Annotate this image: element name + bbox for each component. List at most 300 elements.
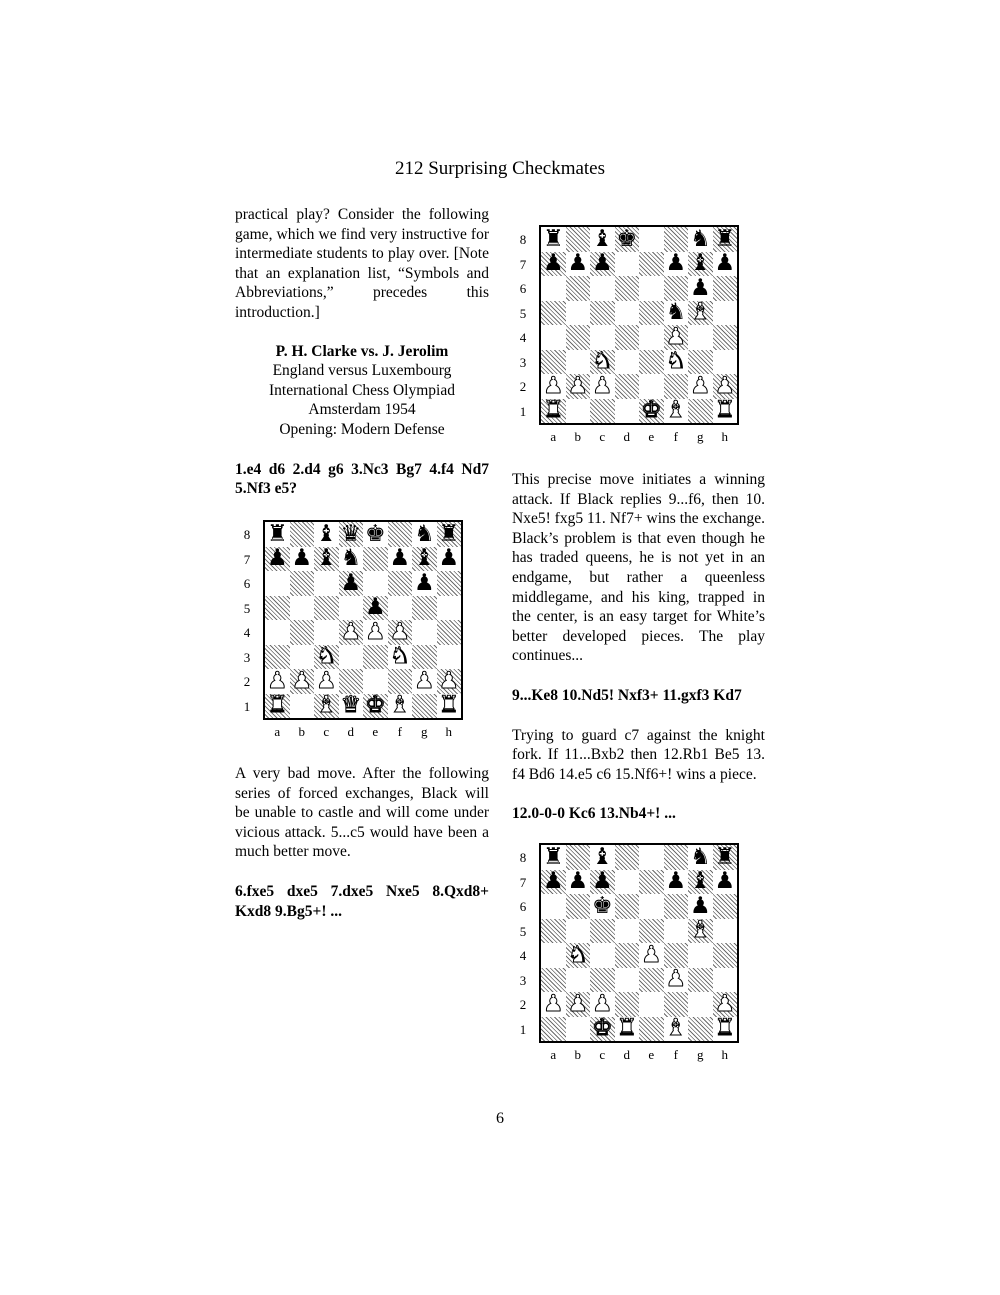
board-square bbox=[664, 374, 689, 399]
board-square bbox=[388, 547, 413, 572]
board-square bbox=[265, 596, 290, 621]
black-knight-icon: ♞ bbox=[665, 299, 687, 326]
board-square bbox=[566, 992, 591, 1017]
white-pawn-icon: ♟ bbox=[542, 990, 564, 1017]
black-bishop-icon: ♝ bbox=[413, 545, 435, 572]
white-knight-icon: ♞ bbox=[591, 348, 613, 375]
board-square bbox=[639, 870, 664, 895]
board-square bbox=[664, 276, 689, 301]
board-square bbox=[615, 276, 640, 301]
board-square bbox=[290, 645, 315, 670]
rank-label: 6 bbox=[519, 899, 527, 914]
board-square bbox=[664, 227, 689, 252]
rank-label: 4 bbox=[519, 948, 527, 963]
board-square bbox=[688, 325, 713, 350]
game-opening: Opening: Modern Defense bbox=[279, 420, 445, 438]
file-label: e bbox=[372, 724, 379, 739]
white-pawn-icon: ♟ bbox=[689, 372, 711, 399]
board-square bbox=[290, 694, 315, 719]
board-square bbox=[566, 301, 591, 326]
board-square bbox=[339, 522, 364, 547]
board-square bbox=[412, 571, 437, 596]
board-square bbox=[363, 522, 388, 547]
board-square bbox=[639, 919, 664, 944]
white-pawn-icon: ♟ bbox=[266, 667, 288, 694]
white-pawn-icon: ♟ bbox=[291, 667, 313, 694]
black-pawn-icon: ♟ bbox=[567, 868, 589, 895]
black-bishop-icon: ♝ bbox=[591, 843, 613, 870]
board-square bbox=[615, 252, 640, 277]
board-square bbox=[688, 227, 713, 252]
board-square bbox=[590, 1017, 615, 1042]
rank-label: 7 bbox=[519, 874, 527, 890]
board-square bbox=[639, 943, 664, 968]
white-pawn-icon: ♟ bbox=[714, 990, 736, 1017]
white-knight-icon: ♞ bbox=[315, 643, 337, 670]
board-square bbox=[437, 669, 462, 694]
board-square bbox=[363, 694, 388, 719]
board-square bbox=[290, 522, 315, 547]
black-knight-icon: ♞ bbox=[340, 545, 362, 572]
board-square bbox=[541, 325, 566, 350]
file-label: d bbox=[347, 724, 354, 739]
file-label: g bbox=[697, 1047, 704, 1062]
board-square bbox=[713, 894, 738, 919]
board-square bbox=[639, 399, 664, 424]
board-square bbox=[664, 252, 689, 277]
board-square bbox=[664, 399, 689, 424]
board-square bbox=[664, 325, 689, 350]
rank-label: 5 bbox=[243, 600, 251, 616]
game-heading bbox=[235, 342, 489, 440]
board-square bbox=[590, 845, 615, 870]
board-square bbox=[615, 350, 640, 375]
board-square bbox=[566, 399, 591, 424]
white-rook-icon: ♜ bbox=[542, 397, 564, 424]
board-square bbox=[541, 252, 566, 277]
board-square bbox=[713, 992, 738, 1017]
board-square bbox=[615, 968, 640, 993]
board-square bbox=[639, 301, 664, 326]
white-pawn-icon: ♟ bbox=[591, 990, 613, 1017]
intro-paragraph: practical play? Consider the following game, which we find very instructive for intermediate students to play over. [Note that an explanation list, “Symbols and Abbreviations,” precedes this introduction.] bbox=[235, 206, 489, 321]
board-square bbox=[688, 374, 713, 399]
black-pawn-icon: ♟ bbox=[689, 274, 711, 301]
board-square bbox=[713, 845, 738, 870]
board-square bbox=[590, 301, 615, 326]
board-square bbox=[713, 919, 738, 944]
rank-label: 8 bbox=[519, 850, 527, 865]
white-pawn-icon: ♟ bbox=[340, 618, 362, 645]
board-square bbox=[590, 350, 615, 375]
board-square bbox=[713, 968, 738, 993]
board-square bbox=[541, 350, 566, 375]
board-square bbox=[713, 870, 738, 895]
chess-board bbox=[263, 520, 463, 720]
file-label: d bbox=[623, 1047, 630, 1062]
board-square bbox=[412, 645, 437, 670]
board-square bbox=[713, 943, 738, 968]
moves-2: 6.fxe5 dxe5 7.dxe5 Nxe5 8.Qxd8+ Kxd8 9.Bg5+! ... bbox=[235, 882, 489, 920]
chess-board bbox=[539, 225, 739, 425]
white-bishop-icon: ♝ bbox=[389, 692, 411, 719]
black-knight-icon: ♞ bbox=[689, 843, 711, 870]
board-square bbox=[541, 968, 566, 993]
file-label: b bbox=[574, 429, 581, 444]
board-square bbox=[639, 227, 664, 252]
board-square bbox=[541, 276, 566, 301]
board-square bbox=[688, 894, 713, 919]
board-square bbox=[639, 1017, 664, 1042]
white-rook-icon: ♜ bbox=[266, 692, 288, 719]
file-label: h bbox=[721, 429, 728, 444]
moves-1: 1.e4 d6 2.d4 g6 3.Nc3 Bg7 4.f4 Nd7 5.Nf3 e5? bbox=[235, 460, 489, 498]
white-pawn-icon: ♟ bbox=[714, 372, 736, 399]
board-square bbox=[615, 1017, 640, 1042]
board-square bbox=[388, 669, 413, 694]
board-square bbox=[363, 645, 388, 670]
file-label: b bbox=[298, 724, 305, 739]
board-square bbox=[590, 870, 615, 895]
board-square bbox=[566, 919, 591, 944]
board-square bbox=[412, 620, 437, 645]
rank-label: 5 bbox=[519, 305, 527, 321]
board-square bbox=[688, 870, 713, 895]
black-bishop-icon: ♝ bbox=[689, 868, 711, 895]
board-square bbox=[664, 968, 689, 993]
white-knight-icon: ♞ bbox=[567, 941, 589, 968]
black-pawn-icon: ♟ bbox=[665, 250, 687, 277]
right-column bbox=[512, 470, 765, 824]
black-rook-icon: ♜ bbox=[714, 225, 736, 252]
board-square bbox=[688, 301, 713, 326]
board-square bbox=[339, 645, 364, 670]
board-square bbox=[713, 350, 738, 375]
file-label: a bbox=[274, 724, 281, 739]
black-king-icon: ♚ bbox=[364, 520, 386, 547]
board-square bbox=[541, 374, 566, 399]
board-square bbox=[290, 596, 315, 621]
board-square bbox=[566, 374, 591, 399]
board-square bbox=[615, 325, 640, 350]
board-square bbox=[688, 943, 713, 968]
board-square bbox=[664, 350, 689, 375]
file-label: a bbox=[550, 429, 557, 444]
rank-label: 2 bbox=[519, 379, 527, 394]
board-square bbox=[437, 571, 462, 596]
white-pawn-icon: ♟ bbox=[640, 941, 662, 968]
board-square bbox=[664, 845, 689, 870]
board-square bbox=[363, 547, 388, 572]
white-bishop-icon: ♝ bbox=[665, 1015, 687, 1042]
board-square bbox=[615, 919, 640, 944]
black-king-icon: ♚ bbox=[616, 225, 638, 252]
board-square bbox=[664, 919, 689, 944]
black-knight-icon: ♞ bbox=[413, 520, 435, 547]
rank-label: 7 bbox=[243, 551, 251, 567]
board-square bbox=[437, 522, 462, 547]
file-label: b bbox=[574, 1047, 581, 1062]
board-square bbox=[339, 547, 364, 572]
black-rook-icon: ♜ bbox=[266, 520, 288, 547]
white-pawn-icon: ♟ bbox=[438, 667, 460, 694]
board-square bbox=[265, 669, 290, 694]
board-square bbox=[265, 620, 290, 645]
board-square bbox=[688, 845, 713, 870]
board-square bbox=[541, 992, 566, 1017]
black-pawn-icon: ♟ bbox=[567, 250, 589, 277]
file-label: f bbox=[397, 724, 402, 739]
black-pawn-icon: ♟ bbox=[665, 868, 687, 895]
board-square bbox=[688, 399, 713, 424]
board-square bbox=[590, 227, 615, 252]
black-pawn-icon: ♟ bbox=[413, 569, 435, 596]
rank-label: 1 bbox=[519, 403, 527, 419]
board-square bbox=[388, 522, 413, 547]
board-square bbox=[566, 968, 591, 993]
white-pawn-icon: ♟ bbox=[665, 323, 687, 350]
board-square bbox=[541, 894, 566, 919]
board-square bbox=[541, 1017, 566, 1042]
board-square bbox=[388, 571, 413, 596]
board-square bbox=[615, 374, 640, 399]
running-header: 212 Surprising Checkmates bbox=[394, 158, 606, 179]
black-pawn-icon: ♟ bbox=[340, 569, 362, 596]
left-column-lower bbox=[235, 764, 489, 921]
board-square bbox=[566, 325, 591, 350]
board-square bbox=[314, 596, 339, 621]
board-square bbox=[590, 894, 615, 919]
black-pawn-icon: ♟ bbox=[689, 892, 711, 919]
board-square bbox=[314, 694, 339, 719]
board-square bbox=[363, 669, 388, 694]
black-rook-icon: ♜ bbox=[438, 520, 460, 547]
white-rook-icon: ♜ bbox=[616, 1015, 638, 1042]
black-queen-icon: ♛ bbox=[340, 520, 362, 547]
rank-label: 3 bbox=[243, 649, 251, 665]
board-square bbox=[363, 596, 388, 621]
moves-4: 12.0-0-0 Kc6 13.Nb4+! ... bbox=[512, 805, 676, 823]
board-square bbox=[541, 399, 566, 424]
board-square bbox=[713, 227, 738, 252]
file-label: f bbox=[673, 1047, 678, 1062]
board-square bbox=[541, 919, 566, 944]
board-square bbox=[590, 943, 615, 968]
board-square bbox=[713, 301, 738, 326]
board-square bbox=[590, 252, 615, 277]
white-knight-icon: ♞ bbox=[389, 643, 411, 670]
board-square bbox=[437, 694, 462, 719]
board-square bbox=[339, 620, 364, 645]
game-place: Amsterdam 1954 bbox=[308, 401, 416, 419]
board-square bbox=[265, 571, 290, 596]
rank-label: 4 bbox=[243, 625, 251, 640]
board-square bbox=[265, 694, 290, 719]
board-square bbox=[713, 325, 738, 350]
rank-label: 3 bbox=[519, 354, 527, 370]
board-square bbox=[541, 870, 566, 895]
black-king-icon: ♚ bbox=[591, 892, 613, 919]
board-square bbox=[265, 522, 290, 547]
black-pawn-icon: ♟ bbox=[291, 545, 313, 572]
board-square bbox=[590, 325, 615, 350]
white-bishop-icon: ♝ bbox=[315, 692, 337, 719]
black-pawn-icon: ♟ bbox=[591, 250, 613, 277]
board-square bbox=[412, 522, 437, 547]
board-square bbox=[437, 596, 462, 621]
board-square bbox=[615, 870, 640, 895]
black-rook-icon: ♜ bbox=[542, 225, 564, 252]
board-square bbox=[541, 845, 566, 870]
black-pawn-icon: ♟ bbox=[364, 594, 386, 621]
board-square bbox=[590, 276, 615, 301]
board-square bbox=[314, 571, 339, 596]
board-square bbox=[566, 227, 591, 252]
board-square bbox=[541, 943, 566, 968]
board-square bbox=[314, 645, 339, 670]
board-square bbox=[412, 694, 437, 719]
board-square bbox=[541, 301, 566, 326]
board-square bbox=[615, 894, 640, 919]
board-square bbox=[590, 968, 615, 993]
white-pawn-icon: ♟ bbox=[413, 667, 435, 694]
black-bishop-icon: ♝ bbox=[689, 250, 711, 277]
board-square bbox=[615, 845, 640, 870]
black-pawn-icon: ♟ bbox=[542, 250, 564, 277]
rank-label: 8 bbox=[519, 232, 527, 247]
moves-3: 9...Ke8 10.Nd5! Nxf3+ 11.gxf3 Kd7 bbox=[512, 686, 742, 704]
white-knight-icon: ♞ bbox=[665, 348, 687, 375]
board-square bbox=[590, 399, 615, 424]
black-bishop-icon: ♝ bbox=[315, 520, 337, 547]
board-square bbox=[639, 374, 664, 399]
board-square bbox=[363, 620, 388, 645]
black-knight-icon: ♞ bbox=[689, 225, 711, 252]
black-pawn-icon: ♟ bbox=[438, 545, 460, 572]
game-match: England versus Luxembourg bbox=[272, 362, 452, 380]
comment-3: Trying to guard c7 against the knight fork. If 11...Bxb2 then 12.Rb1 Be5 13. f4 Bd6 14.e5 c6 15.Nf6+! wins a piece. bbox=[512, 726, 765, 783]
chess-diagram-1 bbox=[239, 520, 479, 750]
file-label: c bbox=[599, 1047, 606, 1062]
board-square bbox=[664, 1017, 689, 1042]
white-queen-icon: ♛ bbox=[340, 692, 362, 719]
rank-label: 4 bbox=[519, 330, 527, 345]
file-label: f bbox=[673, 429, 678, 444]
board-square bbox=[664, 894, 689, 919]
black-pawn-icon: ♟ bbox=[714, 250, 736, 277]
rank-label: 2 bbox=[243, 674, 251, 689]
rank-label: 1 bbox=[519, 1021, 527, 1037]
white-pawn-icon: ♟ bbox=[591, 372, 613, 399]
board-square bbox=[314, 522, 339, 547]
file-label: c bbox=[323, 724, 330, 739]
chess-board bbox=[539, 843, 739, 1043]
board-square bbox=[412, 596, 437, 621]
white-king-icon: ♚ bbox=[364, 692, 386, 719]
rank-label: 1 bbox=[243, 698, 251, 714]
white-pawn-icon: ♟ bbox=[315, 667, 337, 694]
board-square bbox=[388, 645, 413, 670]
board-square bbox=[688, 1017, 713, 1042]
board-square bbox=[664, 943, 689, 968]
board-square bbox=[412, 669, 437, 694]
rank-label: 2 bbox=[519, 997, 527, 1012]
white-bishop-icon: ♝ bbox=[689, 299, 711, 326]
file-label: g bbox=[421, 724, 428, 739]
board-square bbox=[713, 399, 738, 424]
board-square bbox=[388, 596, 413, 621]
board-square bbox=[363, 571, 388, 596]
rank-label: 6 bbox=[519, 281, 527, 296]
board-square bbox=[639, 252, 664, 277]
white-king-icon: ♚ bbox=[591, 1015, 613, 1042]
board-square bbox=[339, 694, 364, 719]
board-square bbox=[290, 620, 315, 645]
white-bishop-icon: ♝ bbox=[665, 397, 687, 424]
board-square bbox=[688, 992, 713, 1017]
board-square bbox=[688, 919, 713, 944]
board-square bbox=[615, 399, 640, 424]
board-square bbox=[639, 276, 664, 301]
file-label: h bbox=[721, 1047, 728, 1062]
white-king-icon: ♚ bbox=[640, 397, 662, 424]
board-square bbox=[688, 350, 713, 375]
white-rook-icon: ♜ bbox=[714, 1015, 736, 1042]
white-bishop-icon: ♝ bbox=[689, 917, 711, 944]
board-square bbox=[639, 350, 664, 375]
board-square bbox=[713, 252, 738, 277]
board-square bbox=[615, 943, 640, 968]
board-square bbox=[713, 374, 738, 399]
board-square bbox=[566, 943, 591, 968]
board-square bbox=[566, 252, 591, 277]
chess-diagram-2 bbox=[515, 225, 755, 455]
game-event: International Chess Olympiad bbox=[269, 381, 455, 399]
board-square bbox=[590, 992, 615, 1017]
black-pawn-icon: ♟ bbox=[714, 868, 736, 895]
file-label: a bbox=[550, 1047, 557, 1062]
comment-2: This precise move initiates a winning attack. If Black replies 9...f6, then 10. Nxe5! fxg5 11. Nf7+ wins the exchange. Black’s problem is that even though he has traded queens, he is not yet in an endgame, but rather a queenless middlegame, and his king, trapped in the center, is an easy target for White’s better developed pieces. The play continues... bbox=[512, 471, 765, 665]
white-pawn-icon: ♟ bbox=[567, 990, 589, 1017]
board-square bbox=[566, 870, 591, 895]
page-number: 6 bbox=[496, 1110, 504, 1127]
file-label: h bbox=[445, 724, 452, 739]
file-label: c bbox=[599, 429, 606, 444]
board-square bbox=[437, 645, 462, 670]
board-square bbox=[713, 1017, 738, 1042]
left-column bbox=[235, 205, 489, 499]
board-square bbox=[713, 276, 738, 301]
white-pawn-icon: ♟ bbox=[665, 966, 687, 993]
board-square bbox=[590, 919, 615, 944]
board-square bbox=[664, 992, 689, 1017]
board-square bbox=[437, 547, 462, 572]
board-square bbox=[615, 227, 640, 252]
black-bishop-icon: ♝ bbox=[315, 545, 337, 572]
board-square bbox=[566, 894, 591, 919]
rank-label: 5 bbox=[519, 923, 527, 939]
black-pawn-icon: ♟ bbox=[542, 868, 564, 895]
board-square bbox=[541, 227, 566, 252]
board-square bbox=[265, 645, 290, 670]
board-square bbox=[566, 276, 591, 301]
board-square bbox=[412, 547, 437, 572]
rank-label: 6 bbox=[243, 576, 251, 591]
board-square bbox=[566, 350, 591, 375]
board-square bbox=[290, 547, 315, 572]
game-players: P. H. Clarke vs. J. Jerolim bbox=[275, 342, 449, 360]
white-pawn-icon: ♟ bbox=[389, 618, 411, 645]
